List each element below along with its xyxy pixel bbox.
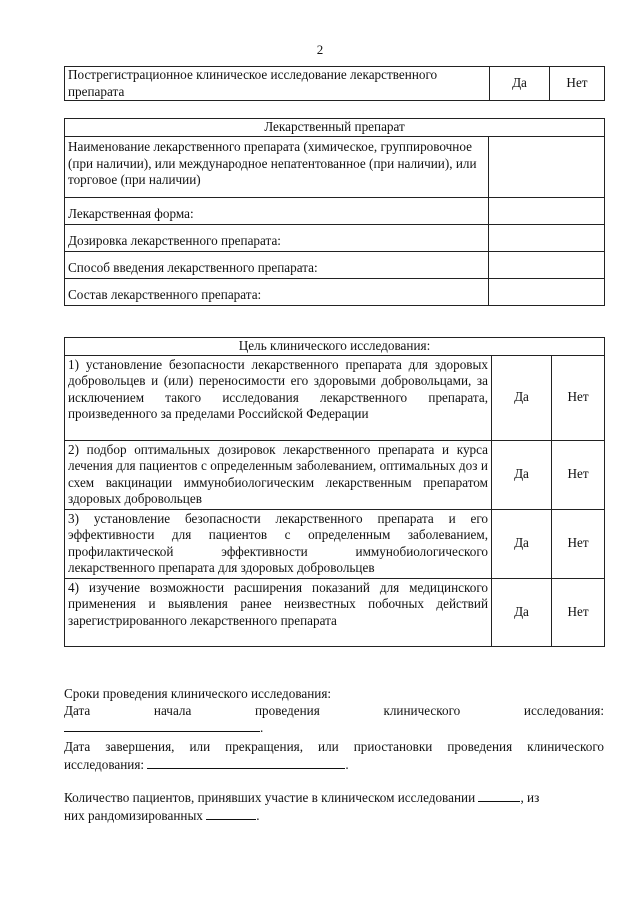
- randomized-blank[interactable]: [206, 807, 256, 820]
- administration-route-field[interactable]: [489, 252, 605, 279]
- drug-name-label: Наименование лекарственного препарата (химическое, группировочное (при наличии), или международное непатентованное (при наличии), или торговое (при наличии): [65, 137, 489, 198]
- patients-count-blank[interactable]: [478, 789, 520, 802]
- purpose-3-no-option[interactable]: Нет: [552, 509, 605, 578]
- composition-label: Состав лекарственного препарата:: [65, 279, 489, 306]
- start-date-label: Дата начала проведения клинического исследования:: [64, 702, 604, 718]
- end-date-end: .: [345, 756, 349, 772]
- end-date-section: [64, 739, 604, 773]
- post-registration-label: Пострегистрационное клиническое исследование лекарственного препарата: [65, 67, 490, 101]
- post-registration-table: [64, 66, 605, 101]
- purpose-2-no-option[interactable]: Нет: [552, 440, 605, 509]
- timing-title: Сроки проведения клинического исследования:: [64, 686, 332, 701]
- dosage-form-field[interactable]: [489, 198, 605, 225]
- purpose-4-yes-option[interactable]: Да: [492, 578, 552, 646]
- start-date-blank[interactable]: [64, 719, 260, 732]
- purpose-item-4: 4) изучение возможности расширения показаний для медицинского применения и выявления ранее неизвестных побочных действий зарегистрированного лекарственного препарата: [65, 578, 492, 646]
- purpose-3-yes-option[interactable]: Да: [492, 509, 552, 578]
- purpose-1-yes-option[interactable]: Да: [492, 355, 552, 440]
- drug-table: [64, 118, 605, 306]
- timing-section: [64, 686, 604, 737]
- purpose-table-header: Цель клинического исследования:: [65, 338, 605, 356]
- patients-middle: , из: [520, 790, 540, 805]
- purpose-item-3: 3) установление безопасности лекарственного препарата и его эффективности для пациентов с определенным заболеванием, профилактической эффективности иммунобиологического лекарственного препарата для здоровых добровольцев: [65, 509, 492, 578]
- page-number: 2: [316, 42, 324, 57]
- end-date-blank[interactable]: [147, 756, 345, 769]
- start-date-end: .: [260, 720, 264, 735]
- drug-table-header: Лекарственный препарат: [65, 119, 605, 137]
- dosage-form-label: Лекарственная форма:: [65, 198, 489, 225]
- post-registration-no-option[interactable]: Нет: [550, 67, 605, 101]
- dosage-field[interactable]: [489, 225, 605, 252]
- purpose-4-no-option[interactable]: Нет: [552, 578, 605, 646]
- end-date-label-cont: исследования:: [64, 756, 145, 772]
- randomized-label: них рандомизированных: [64, 807, 203, 823]
- patients-section: [64, 789, 604, 824]
- dosage-label: Дозировка лекарственного препарата:: [65, 225, 489, 252]
- purpose-table: [64, 337, 605, 647]
- purpose-2-yes-option[interactable]: Да: [492, 440, 552, 509]
- randomized-end: .: [256, 807, 260, 823]
- purpose-item-2: 2) подбор оптимальных дозировок лекарственного препарата и курса лечения для пациентов с определенным заболеванием, оптимальных доз и схем вакцинации иммунобиологическим лекарственным препаратом здоровых добровольцев: [65, 440, 492, 509]
- drug-name-field[interactable]: [489, 137, 605, 198]
- purpose-item-1: 1) установление безопасности лекарственного препарата для здоровых добровольцев и (или) переносимости его здоровыми добровольцами, за исключением такого исследования лекарственного препарата, произведенного за пределами Российской Федерации: [65, 355, 492, 440]
- post-registration-yes-option[interactable]: Да: [490, 67, 550, 101]
- composition-field[interactable]: [489, 279, 605, 306]
- patients-count-label: Количество пациентов, принявших участие в клиническом исследовании: [64, 790, 476, 805]
- administration-route-label: Способ введения лекарственного препарата:: [65, 252, 489, 279]
- end-date-label: Дата завершения, или прекращения, или приостановки проведения клинического: [64, 739, 604, 754]
- purpose-1-no-option[interactable]: Нет: [552, 355, 605, 440]
